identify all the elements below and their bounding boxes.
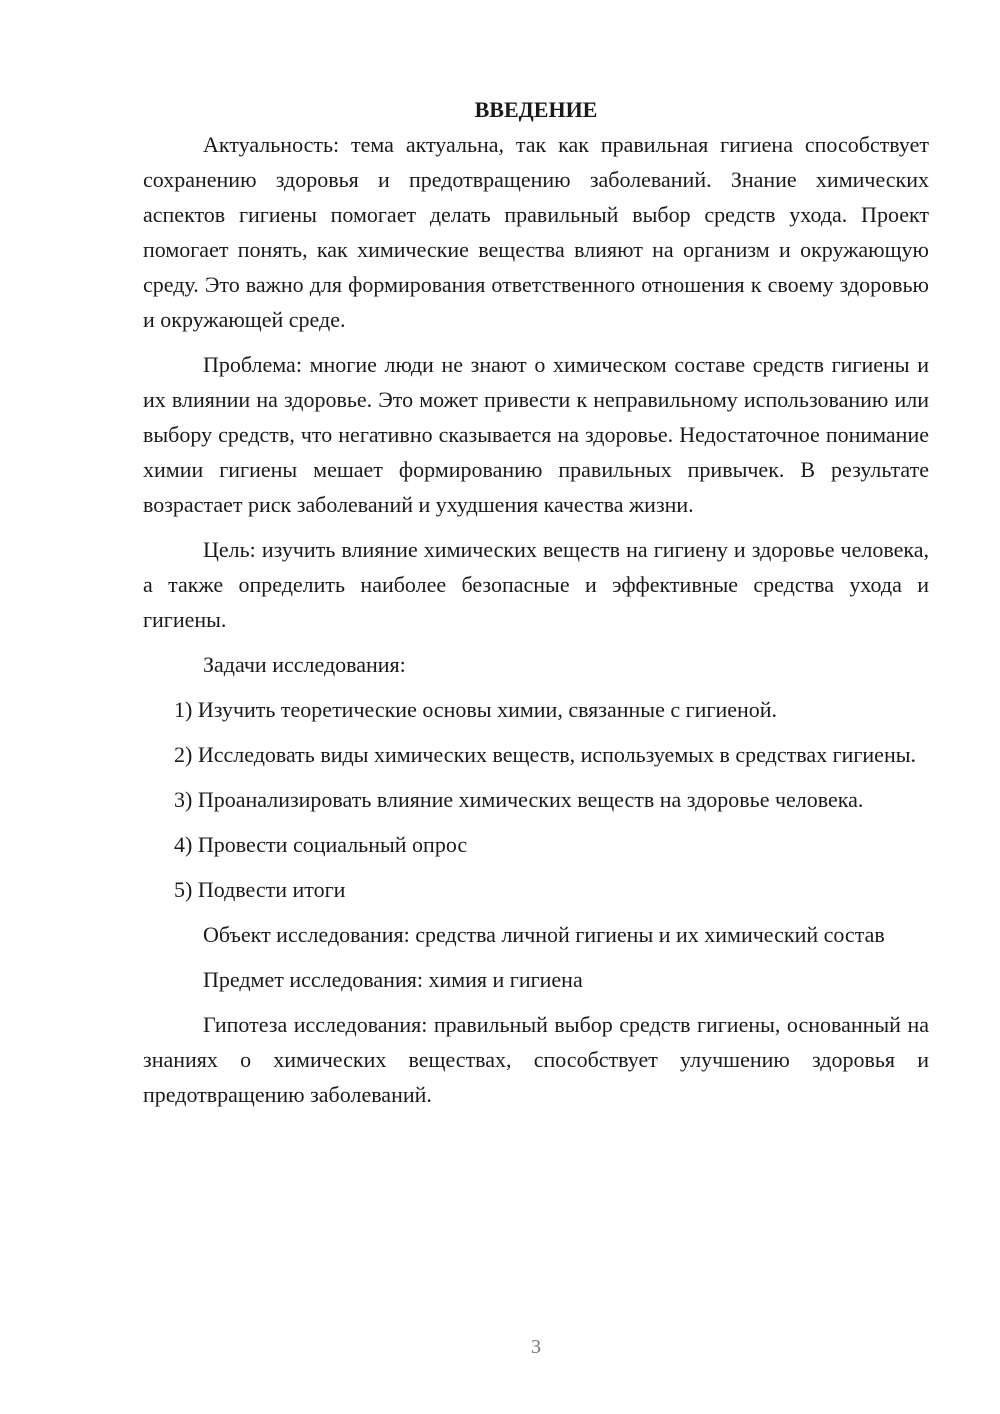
document-page bbox=[143, 92, 929, 1122]
problem-paragraph: Проблема: многие люди не знают о химическом составе средств гигиены и их влиянии на здоровье. Это может привести к неправильному использованию или выбору средств, что негативно сказывается на здоровье. Недостаточное понимание химии гигиены мешает формированию правильных привычек. В результате возрастает риск заболеваний и ухудшения качества жизни. bbox=[143, 352, 929, 517]
relevance-paragraph: Актуальность: тема актуальна, так как правильная гигиена способствует сохранению здоровья и предотвращению заболеваний. Знание химических аспектов гигиены помогает делать правильный выбор средств ухода. Проект помогает понять, как химические вещества влияют на организм и окружающую среду. Это важно для формирования ответственного отношения к своему здоровью и окружающей среде. bbox=[143, 132, 929, 332]
task-item-1: 1) Изучить теоретические основы химии, связанные с гигиеной. bbox=[174, 697, 778, 722]
task-item-5: 5) Подвести итоги bbox=[174, 877, 346, 902]
goal-paragraph: Цель: изучить влияние химических веществ на гигиену и здоровье человека, а также определить наиболее безопасные и эффективные средства ухода и гигиены. bbox=[143, 537, 929, 632]
page-number: 3 bbox=[531, 1336, 541, 1358]
section-title: ВВЕДЕНИЕ bbox=[474, 97, 598, 122]
task-item-4: 4) Провести социальный опрос bbox=[174, 832, 468, 857]
tasks-heading: Задачи исследования: bbox=[203, 652, 406, 677]
hypothesis-paragraph: Гипотеза исследования: правильный выбор средств гигиены, основанный на знаниях о химических веществах, способствует улучшению здоровья и предотвращению заболеваний. bbox=[143, 1012, 929, 1107]
subject-paragraph: Предмет исследования: химия и гигиена bbox=[203, 967, 583, 992]
task-item-3: 3) Проанализировать влияние химических веществ на здоровье человека. bbox=[174, 787, 864, 812]
object-paragraph: Объект исследования: средства личной гигиены и их химический состав bbox=[203, 922, 885, 947]
task-item-2: 2) Исследовать виды химических веществ, используемых в средствах гигиены. bbox=[174, 742, 916, 767]
